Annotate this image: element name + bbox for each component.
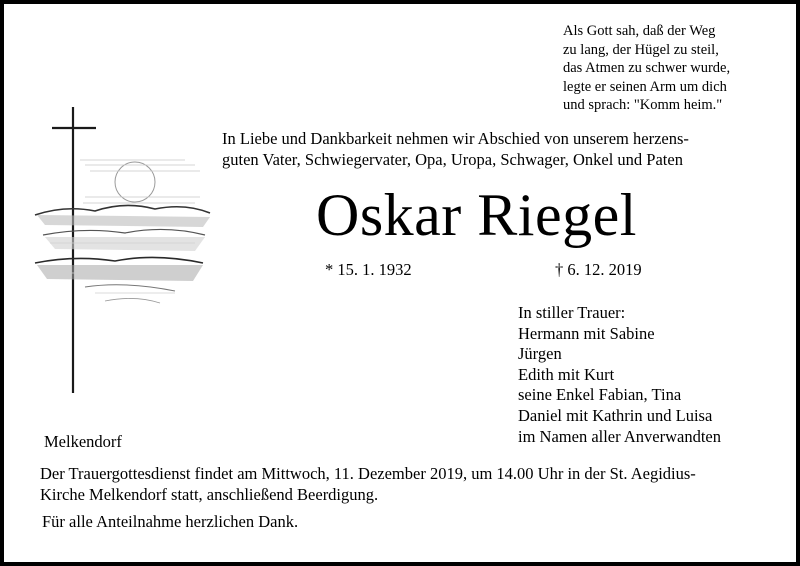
birth-date: * 15. 1. 1932: [325, 260, 412, 279]
intro-line: guten Vater, Schwiegervater, Opa, Uropa, Schwager, Onkel und Paten: [222, 150, 683, 169]
mourners-list: [518, 303, 721, 447]
intro-text: [222, 128, 689, 170]
poem-line: legte er seinen Arm um dich: [563, 78, 727, 95]
mourners-line: seine Enkel Fabian, Tina: [518, 385, 682, 405]
mourners-line: Edith mit Kurt: [518, 364, 615, 384]
cross-landscape-icon: [25, 105, 225, 400]
poem-line: Als Gott sah, daß der Weg: [563, 23, 716, 39]
poem-line: zu lang, der Hügel zu steil,: [563, 41, 719, 58]
place-name: Melkendorf: [44, 432, 122, 451]
mourners-line: Hermann mit Sabine: [518, 323, 655, 343]
service-line: Der Trauergottesdienst findet am Mittwoch, 11. Dezember 2019, um 14.00 Uhr in der St. Aegidius-: [40, 464, 696, 483]
poem-line: und sprach: "Komm heim.": [563, 97, 723, 114]
mourners-line: im Namen aller Anverwandten: [518, 426, 721, 446]
poem: [563, 22, 788, 115]
thanks-text: Für alle Anteilnahme herzlichen Dank.: [42, 512, 299, 531]
service-info: [40, 463, 696, 505]
deceased-name: Oskar Riegel: [316, 182, 637, 248]
death-date: † 6. 12. 2019: [555, 260, 642, 279]
mourners-line: Jürgen: [518, 344, 562, 364]
service-line: Kirche Melkendorf statt, anschließend Beerdigung.: [40, 485, 379, 504]
mourners-line: In stiller Trauer:: [518, 303, 626, 322]
poem-line: das Atmen zu schwer wurde,: [563, 60, 731, 77]
mourners-line: Daniel mit Kathrin und Luisa: [518, 405, 713, 425]
intro-line: In Liebe und Dankbarkeit nehmen wir Abschied von unserem herzens-: [222, 129, 689, 148]
